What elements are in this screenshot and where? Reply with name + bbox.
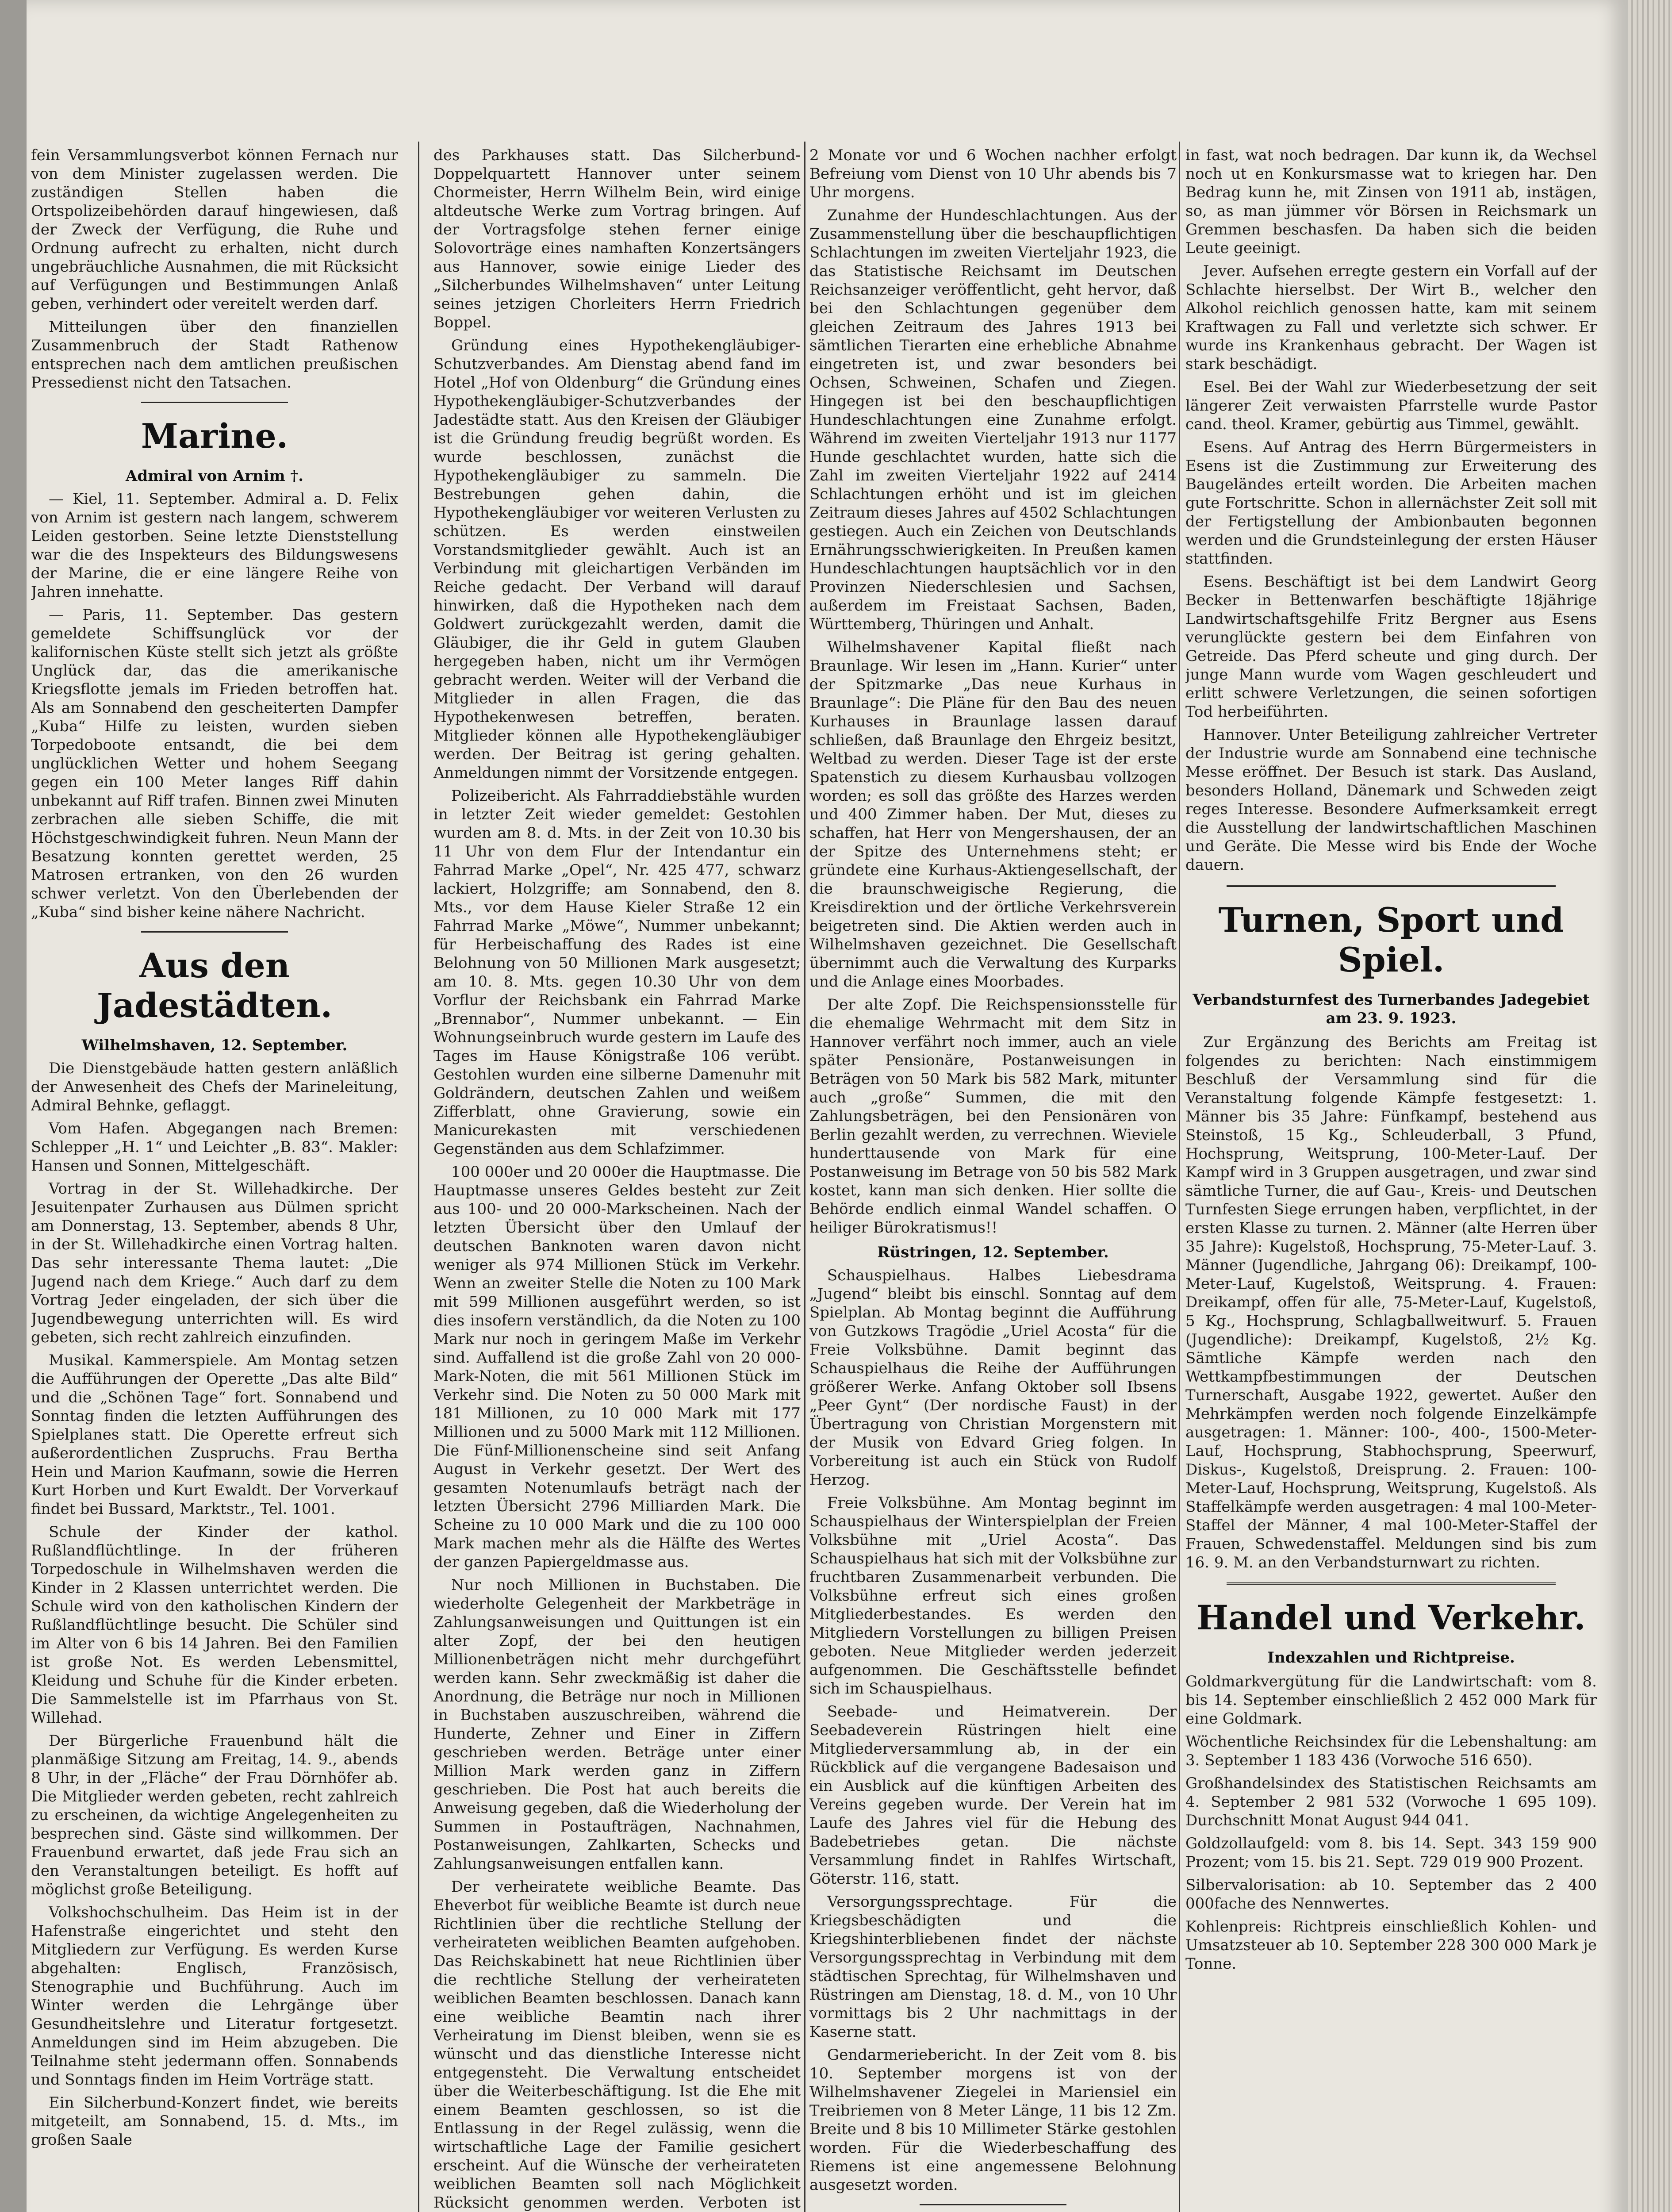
dateline: Wilhelmshaven, 12. September. <box>81 1037 348 1054</box>
article-text: Vortrag in der St. Willehadkirche. Der Jesuitenpater Zurhausen aus Dülmen spricht am Donnerstag, 13. September, abends 8 Uhr, in der St. Willehadkirche einen Vortrag halten. Das sehr interessante Thema lautet: „Die Jugend nach dem Kriege.“ Auch darf zu dem Vortrag Jeder eingeladen, der sich über die Jugendbewegung unterrichten will. Es wird gebeten, sich recht zahlreich einzufinden. <box>31 1180 398 1346</box>
article-text: Esens. Beschäftigt ist bei dem Landwirt Georg Becker in Bettenwarfen beschäftigte 18jährige Landwirtschaftsgehilfe Fritz Bergner aus Esens verunglückte gestern bei dem Einfahren von Getreide. Das Pferd scheute und ging durch. Der junge Mann wurde vom Wagen geschleudert und erlitt schwere Verletzungen, die seinen sofortigen Tod herbeiführten. <box>1185 573 1597 721</box>
article-text: Hannover. Unter Beteiligung zahlreicher Vertreter der Industrie wurde am Sonnabend eine technische Messe eröffnet. Der Besuch ist stark. Das Ausland, besonders Holland, Dänemark und Schweden zeigt reges Interesse. Besondere Aufmerksamkeit erregt die Ausstellung der landwirtschaftlichen Maschinen und Geräte. Die Messe wird bis Ende der Woche dauern. <box>1185 726 1597 874</box>
index-entry: Goldmarkvergütung für die Landwirtschaft: vom 8. bis 14. September einschließlich 2 452 000 Mark für eine Goldmark. <box>1185 1673 1597 1728</box>
article-text: — Paris, 11. September. Das gestern gemeldete Schiffsunglück vor der kalifornischen Küste stellt sich jetzt als größte Unglück dar, das die amerikanische Kriegsflotte jemals im Frieden betroffen hat. Als am Sonnabend den gescheiterten Dampfer „Kuba“ Hilfe zu leisten, wurden sieben Torpedoboote entsandt, die bei dem unglücklichen Wetter und hohem Seegang gegen ein 100 Meter langes Riff dahin unbekannt auf Riff trafen. Binnen zwei Minuten zerbrachen alle sieben Schiffe, die mit Höchstgeschwindigkeit fuhren. Neun Mann der Besatzung konnten gerettet werden, 25 Matrosen ertranken, von den 26 wurden schwer verletzt. Von den Überlebenden der „Kuba“ sind bisher keine nähere Nachricht. <box>31 606 398 921</box>
article-text: Polizeibericht. Als Fahrraddiebstähle wurden in letzter Zeit wieder gemeldet: Gestohlen wurden am 8. d. Mts. in der Zeit von 10.30 bis 11 Uhr von dem Flur der Intendantur ein Fahrrad Marke „Opel“, Nr. 425 477, schwarz lackiert, Holzgriffe; am Sonnabend, den 8. Mts., vor dem Hause Kieler Straße 12 ein Fahrrad Marke „Möwe“, Nummer unbekannt; für Herbeischaffung des Rades ist eine Belohnung von 50 Millionen Mark ausgesetzt; am 10. 8. Mts. gegen 10.30 Uhr von dem Vorflur der Reichsbank ein Fahrrad Marke „Brennabor“, Nummer unbekannt. — Ein Wohnungseinbruch wurde gestern im Laufe des Tages im Hause Königstraße 106 verübt. Gestohlen wurden eine silberne Damenuhr mit Goldrändern, deutschen Zahlen und weißem Zifferblatt, ohne Gravierung, sowie ein Manicurekasten mit verschiedenen Gegenständen aus dem Schlafzimmer. <box>433 787 801 1158</box>
section-heading-handel: Handel und Verkehr. <box>1196 1598 1586 1637</box>
article-text: Gendarmeriebericht. In der Zeit vom 8. bis 10. September morgens ist von der Wilhelmshavener Ziegelei in Mariensiel ein Treibriemen von 8 Meter Länge, 11 bis 12 Zm. Breite und 8 bis 10 Millimeter Stärke gestohlen worden. Für die Wiederbeschaffung des Riemens ist eine angemessene Belohnung ausgesetzt worden. <box>809 2046 1177 2194</box>
column-rule <box>804 142 805 2212</box>
article-heading: Admiral von Arnim †. <box>125 467 304 485</box>
article-text: Ein Silcherbund-Konzert findet, wie bereits mitgeteilt, am Sonnabend, 15. d. Mts., im großen Saale <box>31 2094 398 2149</box>
article-heading: Verbandsturnfest des Turnerbandes Jadegebiet am 23. 9. 1923. <box>1193 991 1590 1027</box>
article-text: Freie Volksbühne. Am Montag beginnt im Schauspielhaus der Winterspielplan der Freien Volksbühne mit „Uriel Acosta“. Das Schauspielhaus hat sich mit der Volksbühne zur fruchtbaren Zusammenarbeit verbunden. Die Volksbühne erfreut sich eines großen Mitgliederbestandes. Es werden den Mitgliedern Vorstellungen zu billigen Preisen geboten. Neue Mitglieder werden jederzeit aufgenommen. Die Geschäftsstelle befindet sich im Schauspielhaus. <box>809 1494 1177 1697</box>
article-text: Esel. Bei der Wahl zur Wiederbesetzung der seit längerer Zeit verwaisten Pfarrstelle wurde Pastor cand. theol. Kramer, gebürtig aus Timmel, gewählt. <box>1185 378 1597 433</box>
column-3 <box>809 146 1177 2212</box>
article-text: Mitteilungen über den finanziellen Zusammenbruch der Stadt Rathenow entsprechen nach dem amtlichen preußischen Pressedienst nicht den Tatsachen. <box>31 318 398 392</box>
article-text: Jever. Aufsehen erregte gestern ein Vorfall auf der Schlachte hierselbst. Der Wirt B., welcher den Alkohol reichlich genossen hatte, kam mit seinem Kraftwagen zu Fall und verletzte sich schwer. Er wurde ins Krankenhaus gebracht. Der Wagen ist stark beschädigt. <box>1185 262 1597 373</box>
article-text: Volkshochschulheim. Das Heim ist in der Hafenstraße eingerichtet und steht den Mitgliedern zur Verfügung. Es werden Kurse abgehalten: Englisch, Französisch, Stenographie und Buchführung. Auch im Winter werden die Lehrgänge über Gesundheitslehre und Literatur fortgesetzt. Anmeldungen sind im Heim abzugeben. Die Teilnahme steht jedermann offen. Sonnabends und Sonntags finden im Heim Vorträge statt. <box>31 1904 398 2089</box>
column-2 <box>433 146 801 2212</box>
article-text: Musikal. Kammerspiele. Am Montag setzen die Aufführungen der Operette „Das alte Bild“ und die „Schönen Tage“ fort. Sonnabend und Sonntag finden die letzten Aufführungen des Spielplanes statt. Die Operette erfreut sich außerordentlichen Zuspruchs. Frau Bertha Hein und Marion Kaufmann, sowie die Herren Kurt Horben und Kurt Ewaldt. Der Vorverkauf findet bei Bussard, Marktstr., Tel. 1001. <box>31 1352 398 1518</box>
section-heading-jadestaedte: Aus den Jadestädten. <box>96 946 333 1025</box>
column-1 <box>31 146 398 2212</box>
dateline: Rüstringen, 12. September. <box>877 1244 1109 1261</box>
article-text: Der verheiratete weibliche Beamte. Das Eheverbot für weibliche Beamte ist durch neue Richtlinien über die rechtliche Stellung der verheirateten weiblichen Beamten aufgehoben. Das Reichskabinett hat neue Richtlinien über die rechtliche Stellung der verheirateten weiblichen Beamten beschlossen. Danach kann eine weibliche Beamtin nach ihrer Verheiratung im Dienst bleiben, wenn sie es wünscht und das dienstliche Interesse nicht entgegensteht. Die Verwaltung entscheidet über die Weiterbeschäftigung. Ist die Ehe mit einem Beamten geschlossen, so ist die Entlassung in der Regel zulässig, wenn die wirtschaftliche Lage der Familie gesichert erscheint. Auf die Wünsche der verheirateten weiblichen Beamten soll nach Möglichkeit Rücksicht genommen werden. Verboten ist <box>433 1878 801 2212</box>
article-text: — Kiel, 11. September. Admiral a. D. Felix von Arnim ist gestern nach langem, schwerem Leiden gestorben. Seine letzte Dienststellung war die des Inspekteurs des Bildungswesens der Marine, die er eine längere Reihe von Jahren innehatte. <box>31 490 398 601</box>
article-text: 100 000er und 20 000er die Hauptmasse. Die Hauptmasse unseres Geldes besteht zur Zeit aus 100- und 20 000-Markscheinen. Nach der letzten Übersicht über den Umlauf der deutschen Banknoten waren davon nicht weniger als 974 Millionen Stück im Verkehr. Wenn an zweiter Stelle die Noten zu 100 Mark mit 599 Millionen ausgeführt werden, so ist dies insofern verständlich, da die Noten zu 100 Mark nur noch in geringem Maße im Verkehr sind. Auffallend ist die große Zahl von 20 000-Mark-Noten, die mit 561 Millionen Stück im Verkehr sind. Die Noten zu 50 000 Mark mit 181 Millionen, zu 10 000 Mark mit 177 Millionen und zu 5000 Mark mit 112 Millionen. Die Fünf-Millionenscheine sind seit Anfang August in Verkehr gesetzt. Der Wert des gesamten Notenumlaufs beträgt nach der letzten Übersicht 2796 Milliarden Mark. Die Scheine zu 10 000 Mark und die zu 100 000 Mark machen mehr als die Hälfte des Wertes der ganzen Papiergeldmasse aus. <box>433 1163 801 1571</box>
divider <box>1227 885 1556 887</box>
article-text: Gründung eines Hypothekengläubiger-Schutzverbandes. Am Dienstag abend fand im Hotel „Hof von Oldenburg“ die Gründung eines Hypothekengläubiger-Schutzverbandes der Jadestädte statt. Aus den Kreisen der Gläubiger ist die Gründung freudig begrüßt worden. Es wurde beschlossen, zunächst die Hypothekengläubiger zu sammeln. Die Bestrebungen gehen dahin, die Hypothekengläubiger vor weiteren Verlusten zu schützen. Es werden einstweilen Vorstandsmitglieder gewählt. Auch ist an Verbindung mit gleichartigen Verbänden im Reiche gedacht. Der Verband will darauf hinwirken, daß die Hypotheken nach dem Goldwert zurückgezahlt werden, damit die Gläubiger, die ihr Geld in gutem Glauben hergegeben haben, nicht um ihr Vermögen gebracht werden. Weiter will der Verband die Mitglieder in allen Fragen, die das Hypothekenwesen betreffen, beraten. Mitglieder können alle Hypothekengläubiger werden. Der Beitrag ist gering gehalten. Anmeldungen nimmt der Vorsitzende entgegen. <box>433 337 801 782</box>
article-text: des Parkhauses statt. Das Silcherbund-Doppelquartett Hannover unter seinem Chormeister, Herrn Wilhelm Bein, wird einige altdeutsche Werke zum Vortrag bringen. Auf der Vortragsfolge stehen ferner einige Solovorträge eines namhaften Konzertsängers aus Hannover, sowie einige Lieder des „Silcherbundes Wilhelmshaven“ unter Leitung seines jetzigen Chorleiters Herrn Friedrich Boppel. <box>433 146 801 331</box>
article-text: Die Dienstgebäude hatten gestern anläßlich der Anwesenheit des Chefs der Marineleitung, Admiral Behnke, geflaggt. <box>31 1060 398 1114</box>
article-text: Esens. Auf Antrag des Herrn Bürgermeisters in Esens ist die Zustimmung zur Erweiterung des Baugeländes erteilt worden. Die Arbeiten machen gute Fortschritte. Schon in allernächster Zeit soll mit der Fertigstellung der Ambionbauten begonnen werden und die Grundsteinlegung der ersten Häuser stattfinden. <box>1185 438 1597 568</box>
article-text: Der Bürgerliche Frauenbund hält die planmäßige Sitzung am Freitag, 14. 9., abends 8 Uhr, in der „Fläche“ der Frau Dörnhöfer ab. Die Mitglieder werden gebeten, recht zahlreich zu erscheinen, da wichtige Angelegenheiten zu besprechen sind. Gäste sind willkommen. Der Frauenbund erwartet, daß jede Frau sich an den Veranstaltungen beteiligt. Es hofft auf möglichst große Beteiligung. <box>31 1732 398 1898</box>
page-stack-edge <box>1628 0 1672 2212</box>
section-heading-turnen: Turnen, Sport und Spiel. <box>1218 900 1564 979</box>
section-heading-marine: Marine. <box>141 416 288 456</box>
newspaper-page <box>27 0 1628 2212</box>
index-entry: Goldzollaufgeld: vom 8. bis 14. Sept. 343 159 900 Prozent; vom 15. bis 21. Sept. 729 019 900 Prozent. <box>1185 1835 1597 1871</box>
article-text: in fast, wat noch bedragen. Dar kunn ik, da Wechsel noch ut en Konkursmasse wat to kriegen har. Den Bedrag kunn he, mit Zinsen von 1911 ab, instägen, so, as man jümmer vör Börsen in Reichsmark un Gremmen beschasfen. Da haben sich die beiden Leute geeinigt. <box>1185 146 1597 257</box>
article-text: Schule der Kinder der kathol. Rußlandflüchtlinge. In der früheren Torpedoschule in Wilhelmshaven werden die Kinder in 2 Klassen unterrichtet werden. Die Schule wird von den katholischen Kindern der Rußlandflüchtlinge besucht. Die Schüler sind im Alter von 6 bis 14 Jahren. Bei den Familien ist große Not. Es werden Lebensmittel, Kleidung und Schuhe für die Kinder erbeten. Die Sammelstelle ist im Pfarrhaus von St. Willehad. <box>31 1523 398 1727</box>
article-text: Vom Hafen. Abgegangen nach Bremen: Schlepper „H. 1“ und Leichter „B. 83“. Makler: Hansen und Sonnen, Mittelgeschäft. <box>31 1120 398 1175</box>
divider <box>141 931 288 933</box>
article-text: 2 Monate vor und 6 Wochen nachher erfolgt Befreiung vom Dienst von 10 Uhr abends bis 7 Uhr morgens. <box>809 146 1177 201</box>
article-text: Zunahme der Hundeschlachtungen. Aus der Zusammenstellung über die beschaupflichtigen Schlachtungen im zweiten Vierteljahr 1923, die das Statistische Reichsamt im Deutschen Reichsanzeiger veröffentlicht, geht hervor, daß bei den Schlachtungen gegenüber dem gleichen Zeitraum des Jahres 1913 bei sämtlichen Tierarten eine erhebliche Abnahme eingetreten ist, und zwar besonders bei Ochsen, Schweinen, Schafen und Ziegen. Hingegen ist bei den beschaupflichtigen Hundeschlachtungen eine Zunahme erfolgt. Während im zweiten Vierteljahr 1913 nur 1177 Hunde geschlachtet wurden, hatte sich die Zahl im zweiten Vierteljahr 1922 auf 2414 Schlachtungen erhöht und ist im gleichen Zeitraum dieses Jahres auf 4502 Schlachtungen gestiegen. Auch ein Zeichen von Deutschlands Ernährungsschwierigkeiten. In Preußen kamen Hundeschlachtungen hauptsächlich vor in den Provinzen Niederschlesien und Sachsen, außerdem im Freistaat Sachsen, Baden, Württemberg, Thüringen und Anhalt. <box>809 207 1177 633</box>
column-rule <box>1179 142 1180 2212</box>
article-text: Seebade- und Heimatverein. Der Seebadeverein Rüstringen hielt eine Mitgliederversammlung ab, in der ein Rückblick auf die vergangene Badesaison und ein Ausblick auf die künftigen Arbeiten des Vereins gegeben wurde. Der Verein hat im Laufe des Jahres viel für die Hebung des Badebetriebes getan. Die nächste Versammlung findet in Rahlfes Wirtschaft, Göterstr. 116, statt. <box>809 1703 1177 1888</box>
article-heading: Indexzahlen und Richtpreise. <box>1267 1649 1515 1667</box>
article-text: fein Versammlungsverbot können Fernach nur von dem Minister zugelassen werden. Die zuständigen Stellen haben die Ortspolizeibehörden darauf hingewiesen, daß der Zweck der Verfügung, die Ruhe und Ordnung aufrecht zu erhalten, nicht durch ungebräuchliche Ausnahmen, die mit Rücksicht auf Verfügungen und Bestimmungen Anlaß geben, verhindert oder vereitelt werden darf. <box>31 146 398 313</box>
article-text: Schauspielhaus. Halbes Liebesdrama „Jugend“ bleibt bis einschl. Sonntag auf dem Spielplan. Ab Montag beginnt die Aufführung von Gutzkows Tragödie „Uriel Acosta“ für die Freie Volksbühne. Damit beginnt das Schauspielhaus die Reihe der Aufführungen größerer Werke. Anfang Oktober soll Ibsens „Peer Gynt“ (Der nordische Faust) in der Übertragung von Christian Morgenstern mit der Musik von Edvard Grieg folgen. In Vorbereitung ist auch ein Stück von Rudolf Herzog. <box>809 1267 1177 1489</box>
divider <box>920 2204 1066 2205</box>
index-entry: Kohlenpreis: Richtpreis einschließlich Kohlen- und Umsatzsteuer ab 10. September 228 300 000 Mark je Tonne. <box>1185 1918 1597 1973</box>
index-entry: Silbervalorisation: ab 10. September das 2 400 000fache des Nennwertes. <box>1185 1876 1597 1912</box>
divider <box>141 402 288 403</box>
column-rule <box>418 142 419 2212</box>
divider <box>1227 1582 1556 1585</box>
article-text: Nur noch Millionen in Buchstaben. Die wiederholte Gelegenheit der Markbeträge in Zahlungsanweisungen und Quittungen ist ein alter Zopf, der bei den heutigen Millionenbeträgen nicht mehr durchgeführt werden kann. Sehr zweckmäßig ist daher die Anordnung, die Beträge nur noch in Millionen in Buchstaben auszuschreiben, während die Hunderte, Zehner und Einer in Ziffern geschrieben werden. Beträge unter einer Million Mark werden ganz in Ziffern geschrieben. Die Post hat auch bereits die Anweisung gegeben, daß die Wiederholung der Summen in Postaufträgen, Nachnahmen, Postanweisungen, Zahlkarten, Schecks und Zahlungsanweisungen entfallen kann. <box>433 1576 801 1873</box>
article-text: Der alte Zopf. Die Reichspensionsstelle für die ehemalige Wehrmacht mit dem Sitz in Hannover verfährt noch immer, auch an viele später Pensionäre, Postanweisungen in Beträgen von 50 Mark bis 582 Mark, mitunter auch „große“ Summen, die mit den Zahlungsbeträgen, bei den Pensionären von Berlin gezahlt werden, zu verrechnen. Wieviele hunderttausende von Mark für eine Postanweisung im Betrage von 50 bis 582 Mark kostet, kann man sich denken. Hier sollte die Behörde endlich einmal Wandel schaffen. O heiliger Bürokratismus!! <box>809 996 1177 1237</box>
index-entry: Wöchentliche Reichsindex für die Lebenshaltung: am 3. September 1 183 436 (Vorwoche 516 650). <box>1185 1733 1597 1769</box>
index-entry: Großhandelsindex des Statistischen Reichsamts am 4. September 2 981 532 (Vorwoche 1 695 109). Durchschnitt Monat August 944 041. <box>1185 1774 1597 1829</box>
column-4 <box>1185 146 1597 2212</box>
article-text: Wilhelmshavener Kapital fließt nach Braunlage. Wir lesen im „Hann. Kurier“ unter der Spitzmarke „Das neue Kurhaus in Braunlage“: Die Pläne für den Bau des neuen Kurhauses in Braunlage lassen darauf schließen, daß Braunlage den Ehrgeiz besitzt, Weltbad zu werden. Dieser Tage ist der erste Spatenstich zu diesem Kurhausbau vollzogen worden; es soll das größte des Harzes werden und 400 Zimmer haben. Der Mut, dieses zu schaffen, hat Herr von Mengershausen, der an der Spitze des Unternehmens steht; er gründete eine Kurhaus-Aktiengesellschaft, der die braunschweigische Regierung, die Kreisdirektion und der örtliche Verkehrsverein beigetreten sind. Die Aktien werden auch in Wilhelmshaven gezeichnet. Die Gesellschaft übernimmt auch die Verwaltung des Kurparks und die Anlage eines Moorbades. <box>809 638 1177 991</box>
article-text: Zur Ergänzung des Berichts am Freitag ist folgendes zu berichten: Nach einstimmigem Beschluß der Versammlung sind für die Veranstaltung folgende Kämpfe festgesetzt: 1. Männer bis 35 Jahre: Fünfkampf, bestehend aus Steinstoß, 15 Kg., Schleuderball, 3 Pfund, Hochsprung, Weitsprung, 100-Meter-Lauf. Der Kampf wird in 3 Gruppen ausgetragen, und zwar sind sämtliche Turner, die auf Gau-, Kreis- und Deutschen Turnfesten Siege errungen haben, verpflichtet, in der ersten Klasse zu turnen. 2. Männer (alte Herren über 35 Jahre): Kugelstoß, Hochsprung, 75-Meter-Lauf. 3. Männer (Jugendliche, Jahrgang 06): Dreikampf, 100-Meter-Lauf, Kugelstoß, Weitsprung. 4. Frauen: Dreikampf, offen für alle, 75-Meter-Lauf, Kugelstoß, 5 Kg., Hochsprung, Schlagballweitwurf. 5. Frauen (Jugendliche): Dreikampf, Kugelstoß, 2½ Kg. Sämtliche Kämpfe werden nach den Wettkampfbestimmungen der Deutschen Turnerschaft, Ausgabe 1922, gewertet. Außer den Mehrkämpfen werden noch folgende Einzelkämpfe ausgetragen: 1. Männer: 100-, 400-, 1500-Meter-Lauf, Hochsprung, Stabhochsprung, Speerwurf, Diskus-, Kugelstoß, Dreisprung. 2. Frauen: 100-Meter-Lauf, Hochsprung, Weitsprung, Kugelstoß. Als Staffelkämpfe werden ausgetragen: 4 mal 100-Meter-Staffel der Männer, 4 mal 100-Meter-Staffel der Frauen, Schwedenstaffel. Meldungen sind bis zum 16. 9. M. an den Verbandsturnwart zu richten. <box>1185 1033 1597 1571</box>
article-text: Versorgungssprechtage. Für die Kriegsbeschädigten und die Kriegshinterbliebenen findet der nächste Versorgungssprechtag in Verbindung mit dem städtischen Sprechtag, für Wilhelmshaven und Rüstringen am Dienstag, 18. d. M., von 10 Uhr vormittags bis 2 Uhr nachmittags in der Kaserne statt. <box>809 1893 1177 2041</box>
